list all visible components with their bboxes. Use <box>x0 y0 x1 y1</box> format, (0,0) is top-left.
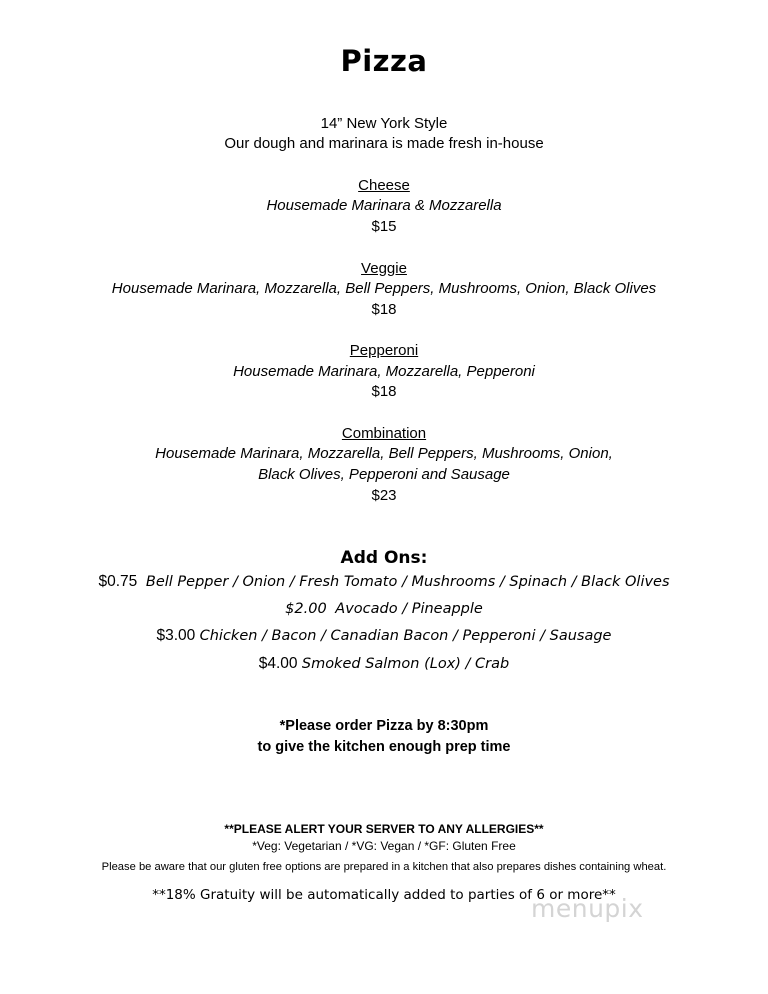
addon-line <box>0 626 768 646</box>
item-desc-combination-1: Housemade Marinara, Mozzarella, Bell Peppers, Mushrooms, Onion, <box>155 445 613 462</box>
item-name-combination: Combination <box>341 425 427 442</box>
intro-style: 14” New York Style <box>320 115 448 132</box>
addon-desc: Smoked Salmon (Lox) / Crab <box>301 656 510 672</box>
intro-dough: Our dough and marinara is made fresh in-house <box>224 135 544 152</box>
item-desc-veggie: Housemade Marinara, Mozzarella, Bell Peppers, Mushrooms, Onion, Black Olives <box>111 280 657 297</box>
addon-price: $2.00 <box>285 601 327 617</box>
order-note-line1: *Please order Pizza by 8:30pm <box>279 718 489 734</box>
gratuity-notice: **18% Gratuity will be automatically added to parties of 6 or more** <box>152 887 616 903</box>
item-name-pepperoni: Pepperoni <box>349 342 419 359</box>
item-price-veggie: $18 <box>371 301 397 318</box>
allergy-alert: **PLEASE ALERT YOUR SERVER TO ANY ALLERGIES** <box>224 822 544 836</box>
item-name-cheese: Cheese <box>358 177 410 194</box>
item-desc-cheese: Housemade Marinara & Mozzarella <box>266 197 502 214</box>
addon-desc: Avocado / Pineapple <box>335 601 483 617</box>
addon-line <box>0 572 768 592</box>
gluten-notice: Please be aware that our gluten free options are prepared in a kitchen that also prepares dishes containing wheat. <box>101 861 667 873</box>
addon-desc: Chicken / Bacon / Canadian Bacon / Pepperoni / Sausage <box>199 628 612 644</box>
item-desc-combination-2: Black Olives, Pepperoni and Sausage <box>258 466 510 483</box>
addon-line <box>0 599 768 619</box>
item-price-pepperoni: $18 <box>371 383 397 400</box>
addon-price: $3.00 <box>156 627 196 644</box>
addons-title: Add Ons: <box>340 548 428 568</box>
addon-line <box>0 654 768 674</box>
addon-desc: Bell Pepper / Onion / Fresh Tomato / Mushrooms / Spinach / Black Olives <box>145 574 670 590</box>
item-desc-pepperoni: Housemade Marinara, Mozzarella, Pepperoni <box>233 363 535 380</box>
item-price-cheese: $15 <box>371 218 397 235</box>
diet-legend: *Veg: Vegetarian / *VG: Vegan / *GF: Gluten Free <box>252 839 516 853</box>
addon-price: $0.75 <box>98 573 138 590</box>
order-note-line2: to give the kitchen enough prep time <box>257 739 511 755</box>
page-title: Pizza <box>340 44 428 78</box>
item-name-veggie: Veggie <box>361 260 407 277</box>
item-price-combination: $23 <box>371 487 397 504</box>
watermark-logo: menupix <box>531 894 644 923</box>
addon-price: $4.00 <box>258 655 298 672</box>
